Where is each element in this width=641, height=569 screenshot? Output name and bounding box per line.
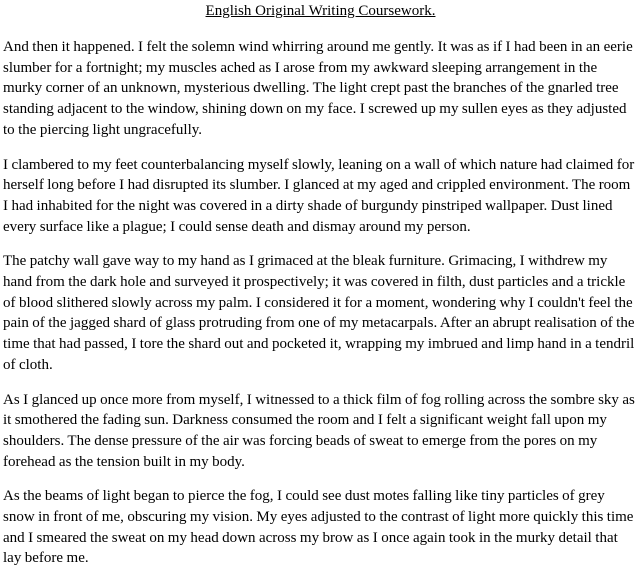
document-title-text: English Original Writing Coursework.: [205, 3, 436, 19]
paragraph-2: I clambered to my feet counterbalancing myself slowly, leaning on a wall of which nature had claimed for herself long before I had disrupted its slumber. I glanced at my aged and crippled environment. The room I had inhabited for the night was covered in a dirty shade of burgundy pinstriped wallpaper. Dust lined every surface like a plague; I could sense death and dismay around my person.: [3, 156, 635, 235]
paragraph-4: As I glanced up once more from myself, I witnessed to a thick film of fog rolling across the sombre sky as it smothered the fading sun. Darkness consumed the room and I felt a significant weight fall upon my shoulders. The dense pressure of the air was forcing beads of sweat to emerge from the pores on my forehead as the tension built in my body.: [3, 391, 635, 470]
paragraph-1: And then it happened. I felt the solemn wind whirring around me gently. It was as if I had been in an eerie slumber for a fortnight; my muscles ached as I arose from my awkward sleeping arrangement in the murky corner of an unknown, mysterious dwelling. The light crept past the branches of the gnarled tree standing adjacent to the window, shining down on my face. I screwed up my sullen eyes as they adjusted to the piercing light ungracefully.: [3, 39, 633, 138]
paragraph-3: The patchy wall gave way to my hand as I grimaced at the bleak furniture. Grimacing, I withdrew my hand from the dark hole and surveyed it prospectively; it was covered in filth, dust particles and a trickle of blood slithered slowly across my palm. I considered it for a moment, wondering why I couldn't feel the pain of the jagged shard of glass protruding from one of my metacarpals. After an abrupt realisation of the time that had passed, I tore the shard out and pocketed it, wrapping my imbrued and limp hand in a tendril of cloth.: [3, 253, 635, 373]
paragraph-5: As the beams of light began to pierce the fog, I could see dust motes falling like tiny particles of grey snow in front of me, obscuring my vision. My eyes adjusted to the contrast of light more quickly this time and I smeared the sweat on my head down across my brow as I once again took in the murky detail that lay before me.: [3, 488, 634, 567]
document-title: [3, 2, 638, 20]
